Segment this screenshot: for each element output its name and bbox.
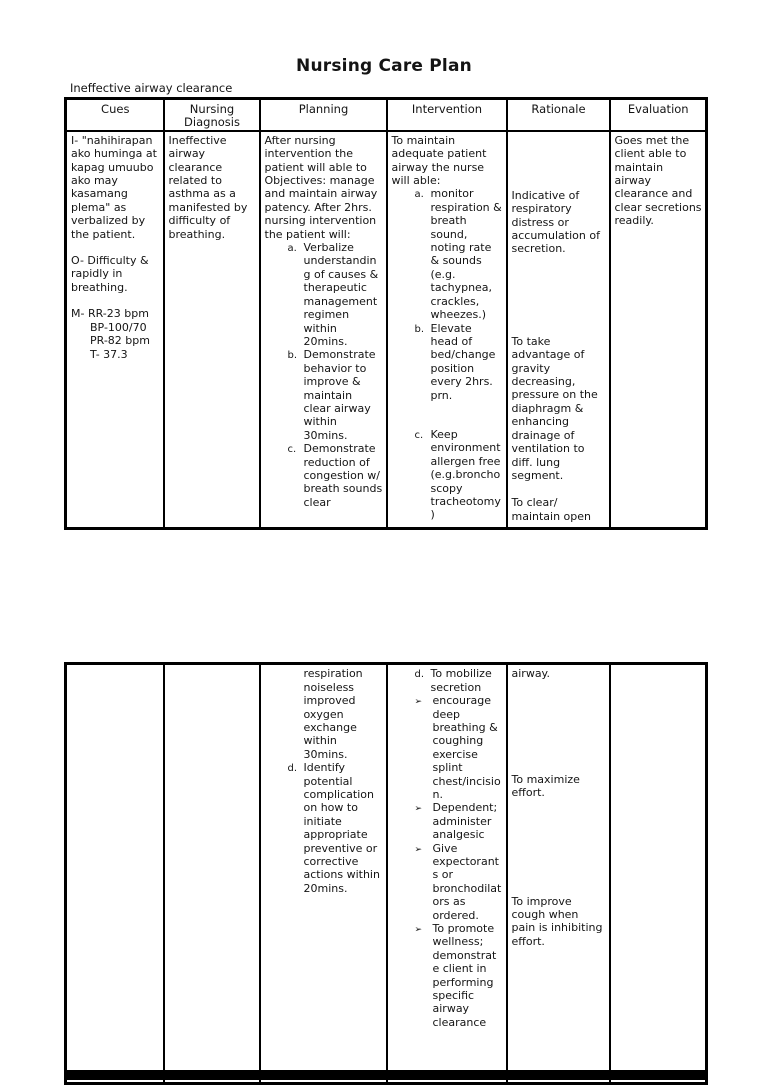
list-marker: a. [287, 243, 297, 255]
cues-cell-empty [66, 664, 164, 1084]
list-item-text: To promote wellness; demonstrate client in performing specific airway clearance [432, 922, 497, 1029]
table-header-row [66, 99, 707, 131]
list-item [414, 322, 503, 402]
list-item-text: Demonstrate behavior to improve & maintain clear airway within 30mins. [303, 348, 376, 442]
list-item [414, 922, 503, 1029]
nursing-diagnosis-cell-empty [164, 664, 260, 1084]
list-item-text: Identify potential complication on how to initiate appropriate preventive or corrective actions within 20mins. [303, 761, 380, 895]
rationale-cell [507, 131, 610, 529]
care-plan-table-page2 [64, 662, 708, 1085]
planning-list [265, 241, 383, 509]
diagnosis-text: Ineffective airway clearance related to asthma as a manifested by difficulty of breathing. [168, 133, 248, 241]
evaluation-cell [610, 131, 707, 529]
table-body-row [66, 664, 707, 1084]
planning-cell [260, 664, 387, 1084]
vital-temp: T- 37.3 [90, 347, 128, 361]
planning-list [265, 761, 383, 895]
list-item-text: To mobilize secretion [430, 667, 492, 694]
intervention-cell [387, 131, 507, 529]
list-item-text: Demonstrate reduction of congestion w/ breath sounds clear [303, 442, 383, 509]
list-item [287, 761, 383, 895]
planning-intro: After nursing intervention the patient will able to Objectives: manage and maintain airway patency. After 2hrs. nursing intervention the patient will: [264, 133, 378, 241]
care-plan-table-page1 [64, 97, 708, 530]
objective-cue: O- Difficulty & rapidly in breathing. [71, 254, 149, 294]
header-evaluation: Evaluation [610, 99, 707, 131]
arrow-bullet-icon: ➢ [414, 804, 423, 815]
intervention-cell [387, 664, 507, 1084]
rationale-cell [507, 664, 610, 1084]
list-item [287, 241, 383, 348]
vital-bp: BP-100/70 [90, 320, 147, 334]
list-item [287, 442, 383, 509]
list-item-text: Verbalize understanding of causes & therapeutic management regimen within 20mins. [303, 241, 379, 348]
page-edge-bar [64, 1070, 706, 1080]
document-page [0, 56, 768, 1080]
cues-cell [66, 131, 164, 529]
list-item [414, 428, 503, 522]
list-marker: b. [414, 323, 425, 335]
table-body-row [66, 131, 707, 529]
header-planning: Planning [260, 99, 387, 131]
evaluation-cell-empty [610, 664, 707, 1084]
measured-vitals [71, 307, 160, 361]
nursing-diagnosis-cell [164, 131, 260, 529]
list-item [414, 187, 503, 321]
intervention-list [392, 667, 503, 1029]
list-item-text: monitor respiration & breath sound, noting rate & sounds (e.g. tachypnea, crackles, wheezes.) [430, 187, 502, 322]
list-marker: b. [287, 350, 298, 362]
list-item [414, 694, 503, 801]
list-marker: c. [287, 444, 297, 456]
vital-rr: M- RR-23 bpm [71, 307, 149, 321]
intervention-list [392, 187, 503, 521]
list-item-text: encourage deep breathing & coughing exercise splint chest/incision. [432, 694, 501, 801]
rationale-block: airway. [511, 667, 550, 681]
rationale-block: To take advantage of gravity decreasing, pressure on the diaphragm & enhancing drainage of ventilation to diff. lung segment. [511, 334, 598, 482]
list-item [414, 842, 503, 922]
arrow-bullet-icon: ➢ [414, 697, 423, 708]
intervention-intro: To maintain adequate patient airway the nurse will able: [391, 133, 487, 188]
rationale-block: Indicative of respiratory distress or accumulation of secretion. [511, 188, 600, 256]
header-nursing-diagnosis: Nursing Diagnosis [164, 99, 260, 131]
arrow-bullet-icon: ➢ [414, 844, 423, 855]
list-item [414, 667, 503, 694]
vital-pr: PR-82 bpm [90, 334, 150, 348]
list-item-text: Keep environment allergen free (e.g.bronchoscopy tracheotomy ) [430, 427, 501, 522]
page-title: Nursing Care Plan [296, 56, 472, 76]
evaluation-text: Goes met the client able to maintain airway clearance and clear secretions readily. [614, 133, 702, 228]
list-item-text: Elevate head of bed/change position every 2hrs. prn. [430, 321, 496, 402]
header-rationale: Rationale [507, 99, 610, 131]
planning-continuation: respiration noiseless improved oxygen exchange within 30mins. [303, 667, 363, 761]
list-marker: a. [414, 189, 424, 201]
planning-cell [260, 131, 387, 529]
list-item-text: Give expectorants or bronchodilators as ordered. [432, 841, 502, 922]
subjective-cue: I- "nahihirapan ako huminga at kapag umuubo ako may kasamang plema" as verbalized by the patient. [71, 133, 157, 241]
arrow-bullet-icon: ➢ [414, 925, 423, 936]
list-item [287, 348, 383, 442]
list-item [414, 801, 503, 841]
list-marker: c. [414, 429, 424, 441]
header-intervention: Intervention [387, 99, 507, 131]
list-marker: d. [414, 669, 425, 681]
rationale-block: To clear/ maintain open [511, 496, 592, 523]
diagnosis-subtitle: Ineffective airway clearance [70, 81, 233, 95]
header-cues: Cues [66, 99, 164, 131]
list-item-text: Dependent; administer analgesic [432, 801, 498, 842]
rationale-block: To maximize effort. [511, 772, 580, 800]
rationale-block: To improve cough when pain is inhibiting effort. [511, 894, 603, 948]
list-marker: d. [287, 763, 298, 775]
